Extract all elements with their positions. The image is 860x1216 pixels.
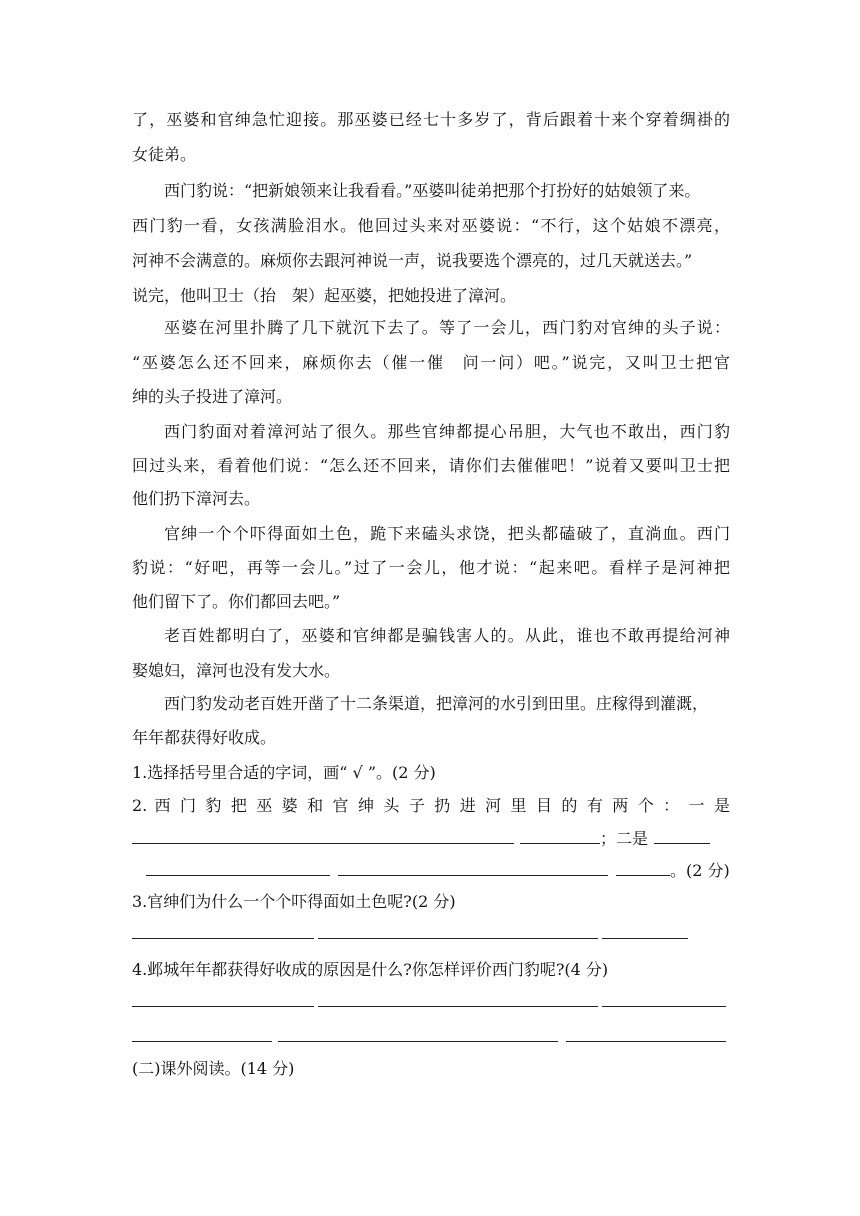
passage-line: 西门豹一看，女孩满脸泪水。他回过头来对巫婆说：“不行，这个姑娘不漂亮， — [132, 216, 730, 235]
passage-line: 他们留下了。你们都回去吧。” — [132, 592, 341, 611]
passage-line: 他们扔下漳河去。 — [132, 489, 261, 508]
section-heading: (二)课外阅读。(14 分) — [132, 1059, 295, 1078]
passage-line: “巫婆怎么还不回来，麻烦你去（催一催 问一问）吧。”说完，又叫卫士把官 — [132, 353, 730, 372]
passage-line: 河神不会满意的。麻烦你去跟河神说一声，说我要选个漂亮的，过几天就送去。” — [132, 251, 693, 270]
answer-blank-2d[interactable] — [616, 858, 670, 876]
answer-line[interactable] — [132, 1041, 272, 1042]
answer-blank-1b[interactable] — [520, 826, 600, 844]
answer-blank-2a[interactable] — [654, 826, 710, 844]
answer-line[interactable] — [318, 1006, 598, 1007]
answer-line[interactable] — [566, 1041, 726, 1042]
answer-line[interactable] — [278, 1041, 558, 1042]
passage-line: 巫婆在河里扑腾了几下就沉下去了。等了一会儿，西门豹对官绅的头子说： — [164, 318, 730, 337]
question-1: 1.选择括号里合适的字词，画“ √ ”。(2 分) — [132, 763, 436, 782]
answer-line[interactable] — [132, 1006, 314, 1007]
passage-line: 绅的头子投进了漳河。 — [132, 387, 293, 406]
answer-blank-1a[interactable] — [132, 826, 514, 844]
passage-line: 西门豹面对着漳河站了很久。那些官绅都提心吊胆，大气也不敢出，西门豹 — [164, 422, 730, 441]
passage-line: 年年都获得好收成。 — [132, 728, 277, 747]
question-4: 4.邺城年年都获得好收成的原因是什么?你怎样评价西门豹呢?(4 分) — [132, 960, 609, 979]
question-2-score: 。(2 分) — [670, 861, 730, 880]
passage-line: 西门豹发动老百姓开凿了十二条渠道，把漳河的水引到田里。庄稼得到灌溉， — [164, 694, 709, 713]
answer-line[interactable] — [602, 1006, 726, 1007]
passage-line: 西门豹说：“把新娘领来让我看看。”巫婆叫徒弟把那个打扮好的姑娘领了来。 — [164, 181, 701, 200]
question-2-answer-row-1 — [132, 826, 730, 851]
passage-line: 了，巫婆和官绅急忙迎接。那巫婆已经七十多岁了，背后跟着十来个穿着绸褂的 — [132, 110, 730, 129]
passage-line: 豹说：“好吧，再等一会儿。”过了一会儿，他才说：“起来吧。看样子是河神把 — [132, 558, 730, 577]
answer-line[interactable] — [318, 938, 598, 939]
answer-blank-2c[interactable] — [338, 858, 608, 876]
answer-line[interactable] — [602, 938, 688, 939]
passage-line: 回过头来，看着他们说：“怎么还不回来，请你们去催催吧！”说着又要叫卫士把 — [132, 456, 730, 475]
passage-line: 老百姓都明白了，巫婆和官绅都是骗钱害人的。从此，谁也不敢再提给河神 — [164, 626, 730, 645]
answer-line[interactable] — [132, 938, 314, 939]
passage-line: 娶媳妇，漳河也没有发大水。 — [132, 661, 341, 680]
passage-line: 说完，他叫卫士（抬 架）起巫婆，把她投进了漳河。 — [132, 286, 517, 305]
answer-blank-2b[interactable] — [146, 858, 330, 876]
passage-line: 女徒弟。 — [132, 145, 197, 164]
question-2-second-reason-label: ；二是 — [600, 829, 649, 848]
question-2-prompt: 2. 西 门 豹 把 巫 婆 和 官 绅 头 子 扔 进 河 里 目 的 有 两 个 ： 一 是 — [132, 796, 730, 815]
question-2-answer-row-2 — [132, 858, 730, 883]
question-3: 3.官绅们为什么一个个吓得面如土色呢?(2 分) — [132, 892, 456, 911]
passage-line: 官绅一个个吓得面如土色，跪下来磕头求饶，把头都磕破了，直淌血。西门 — [164, 524, 730, 543]
